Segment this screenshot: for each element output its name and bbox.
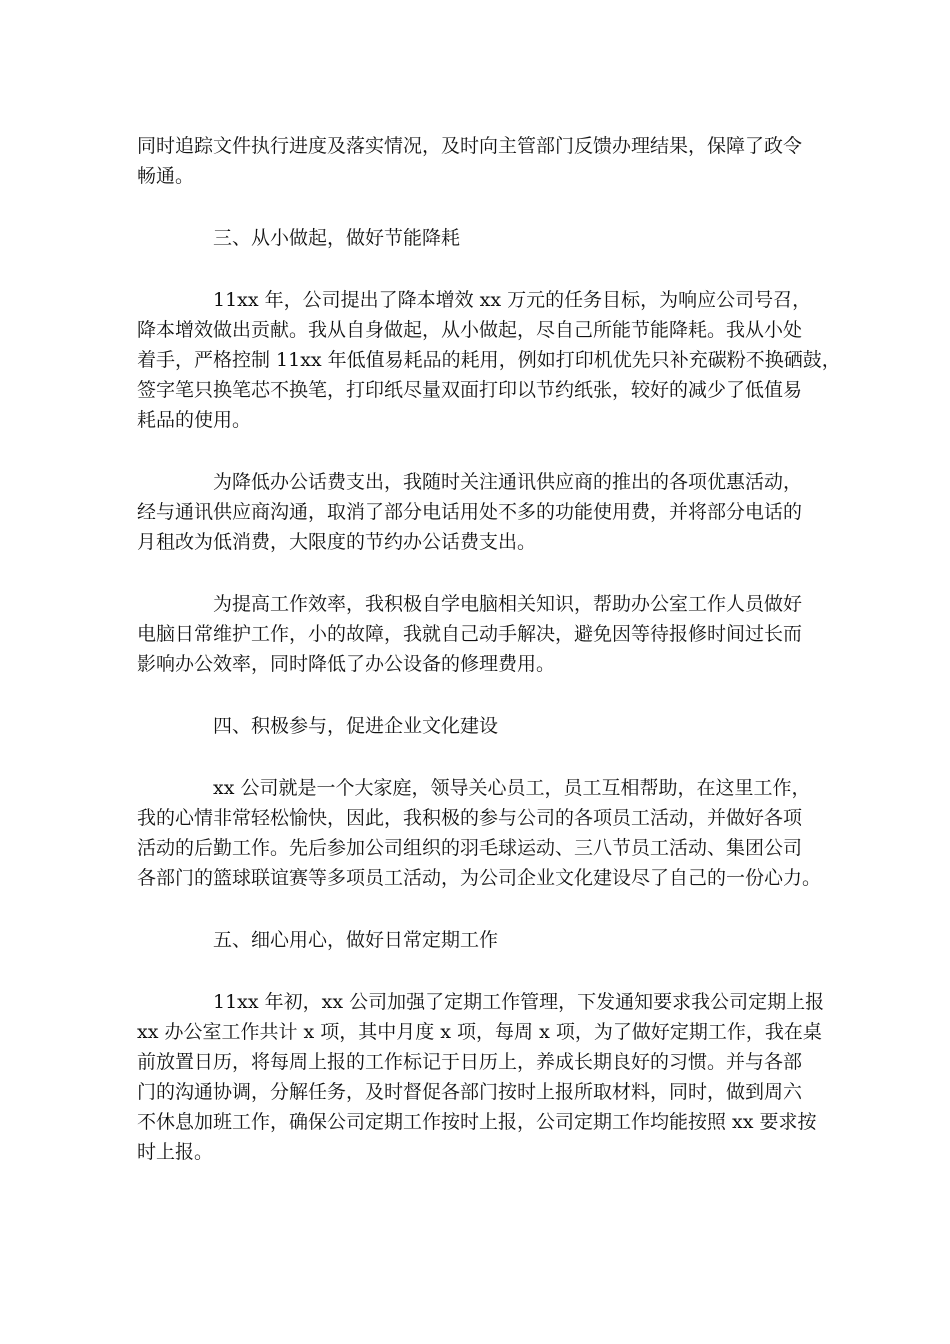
text-line: 11xx 年初，xx 公司加强了定期工作管理，下发通知要求我公司定期上报: [213, 991, 825, 1013]
text-line: 11xx 年，公司提出了降本增效 xx 万元的任务目标，为响应公司号召，: [213, 289, 812, 311]
text-line: 电脑日常维护工作，小的故障，我就自己动手解决，避免因等待报修时间过长而: [137, 623, 803, 645]
section-heading: [137, 223, 817, 253]
text-line: 经与通讯供应商沟通，取消了部分电话用处不多的功能使用费，并将部分电话的: [137, 501, 803, 523]
paragraph: [137, 773, 822, 893]
paragraph-spacer: [137, 435, 817, 467]
paragraph: [137, 589, 817, 679]
paragraph-spacer: [137, 253, 817, 285]
text-line: 着手，严格控制 11xx 年低值易耗品的耗用，例如打印机优先只补充碳粉不换硒鼓，: [137, 349, 841, 371]
text-line: 三、从小做起，做好节能降耗: [213, 227, 461, 249]
section-heading: [137, 925, 817, 955]
document-page: [137, 131, 841, 1167]
text-line: 四、积极参与，促进企业文化建设: [213, 715, 499, 737]
text-line: xx 办公室工作共计 x 项，其中月度 x 项，每周 x 项，为了做好定期工作，我在桌: [137, 1021, 822, 1043]
paragraph: [137, 285, 841, 435]
text-line: 各部门的篮球联谊赛等多项员工活动，为公司企业文化建设尽了自己的一份心力。: [137, 867, 822, 889]
paragraph-spacer: [137, 557, 817, 589]
text-line: 为提高工作效率，我积极自学电脑相关知识，帮助办公室工作人员做好: [213, 593, 803, 615]
text-line: 耗品的使用。: [137, 409, 252, 431]
paragraph-spacer: [137, 955, 817, 987]
text-line: 五、细心用心，做好日常定期工作: [213, 929, 499, 951]
paragraph: [137, 987, 825, 1167]
text-line: 门的沟通协调，分解任务，及时督促各部门按时上报所取材料，同时，做到周六: [137, 1081, 803, 1103]
text-line: 不休息加班工作，确保公司定期工作按时上报，公司定期工作均能按照 xx 要求按: [137, 1111, 817, 1133]
text-line: 时上报。: [137, 1141, 214, 1163]
text-line: xx 公司就是一个大家庭，领导关心员工，员工互相帮助，在这里工作，: [213, 777, 811, 799]
section-heading: [137, 711, 817, 741]
text-line: 降本增效做出贡献。我从自身做起，从小做起，尽自己所能节能降耗。我从小处: [137, 319, 803, 341]
paragraph: [137, 131, 817, 191]
paragraph-spacer: [137, 893, 817, 925]
text-line: 同时追踪文件执行进度及落实情况，及时向主管部门反馈办理结果，保障了政令: [137, 135, 803, 157]
paragraph-spacer: [137, 741, 817, 773]
paragraph-spacer: [137, 679, 817, 711]
paragraph-spacer: [137, 191, 817, 223]
text-line: 活动的后勤工作。先后参加公司组织的羽毛球运动、三八节员工活动、集团公司: [137, 837, 803, 859]
paragraph: [137, 467, 817, 557]
text-line: 影响办公效率，同时降低了办公设备的修理费用。: [137, 653, 556, 675]
text-line: 签字笔只换笔芯不换笔，打印纸尽量双面打印以节约纸张，较好的减少了低值易: [137, 379, 803, 401]
text-line: 我的心情非常轻松愉快，因此，我积极的参与公司的各项员工活动，并做好各项: [137, 807, 803, 829]
text-line: 为降低办公话费支出，我随时关注通讯供应商的推出的各项优惠活动，: [213, 471, 803, 493]
text-line: 前放置日历，将每周上报的工作标记于日历上，养成长期良好的习惯。并与各部: [137, 1051, 803, 1073]
text-line: 月租改为低消费，大限度的节约办公话费支出。: [137, 531, 537, 553]
text-line: 畅通。: [137, 165, 195, 187]
